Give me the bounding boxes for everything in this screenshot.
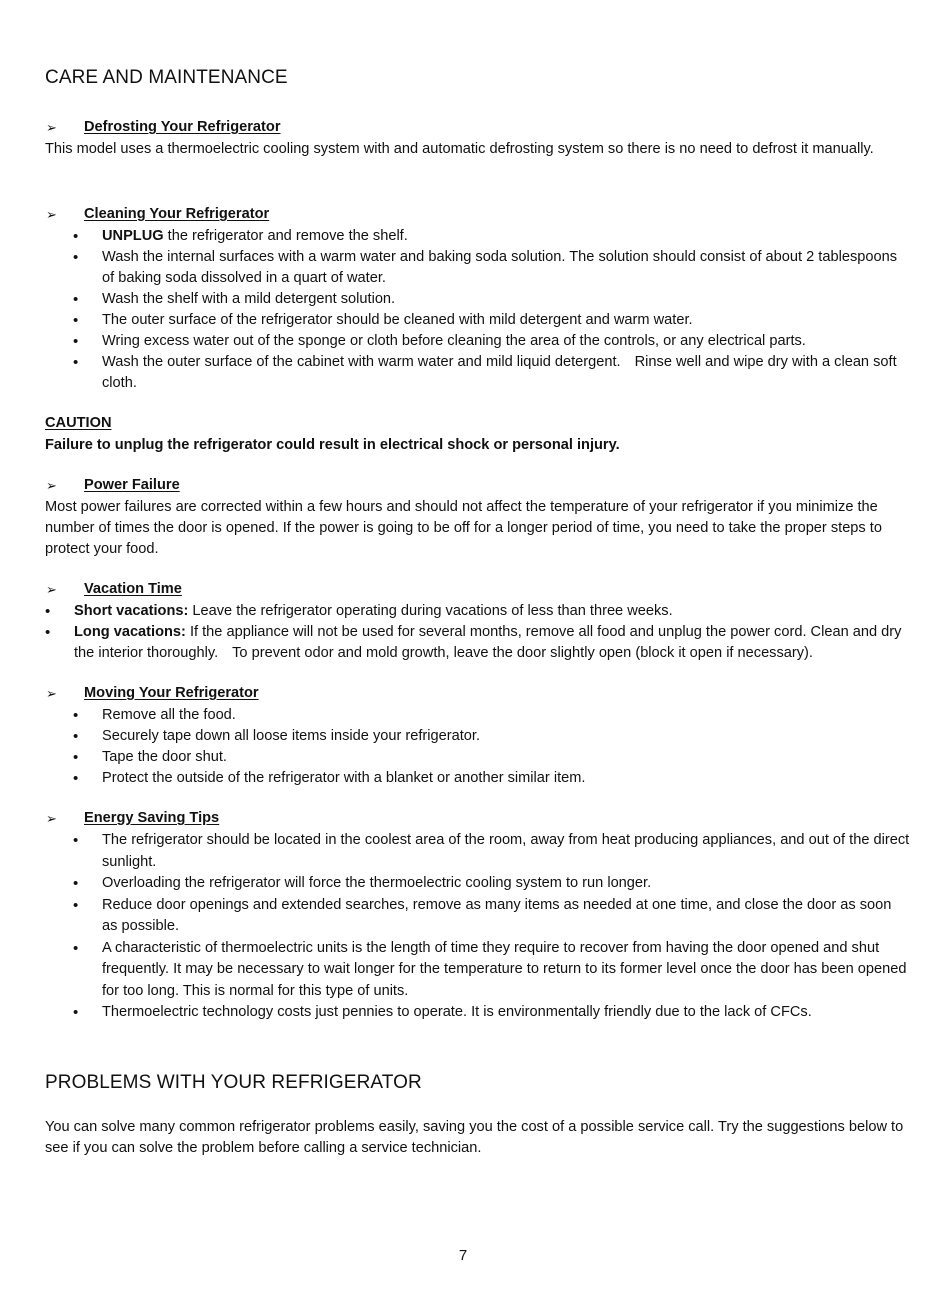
unplug-label: UNPLUG [102,228,164,244]
problems-text: You can solve many common refrigerator problems easily, saving you the cost of a possible service call. Try the suggestions below to see if you can solve the problem before calling a service technician. [45,1118,904,1156]
arrow-bullet-icon: ➢ [46,811,57,826]
defrosting-text: This model uses a thermoelectric cooling system with and automatic defrosting system so there is no need to defrost it manually. [45,141,874,157]
caution-title: CAUTION [45,415,112,431]
list-item: • Remove all the food. [45,705,910,726]
long-vacations-odor-text: To prevent odor and mold growth, leave the door slightly open (block it open if necessary). [232,645,813,661]
arrow-bullet-icon: ➢ [46,207,57,222]
list-item: • Tape the door shut. [45,747,910,768]
care-maintenance-heading: CARE AND MAINTENANCE [45,67,288,88]
power-failure-text: Most power failures are corrected within a few hours and should not affect the temperature of your refrigerator if you minimize the number of times the door is opened. If the power is going to be off for a longer period of time, you need to take the proper steps to protect your food. [45,499,882,557]
arrow-bullet-icon: ➢ [46,120,57,135]
cleaning-title: Cleaning Your Refrigerator [84,206,270,222]
energy-heading [45,808,910,829]
manual-page [45,66,910,1159]
list-item [45,622,910,664]
unplug-text: the refrigerator and remove the shelf. [163,228,408,244]
list-item: • Wash the shelf with a mild detergent solution. [45,289,910,310]
list-item [45,352,910,394]
power-failure-heading [45,475,910,496]
list-item: • The outer surface of the refrigerator should be cleaned with mild detergent and warm water. [45,310,910,331]
list-item: • Reduce door openings and extended searches, remove as many items as needed at one time, and close the door as soon as possible. [45,895,910,938]
cabinet-rinse-text: Rinse well and wipe dry with a clean soft cloth. [102,354,897,391]
list-item: • Securely tape down all loose items inside your refrigerator. [45,726,910,747]
arrow-bullet-icon: ➢ [46,478,57,493]
cleaning-heading [45,204,910,225]
energy-list [45,830,910,1024]
list-item: • Thermoelectric technology costs just pennies to operate. It is environmentally friendly due to the lack of CFCs. [45,1002,910,1024]
vacation-heading [45,579,910,600]
list-item [45,226,910,247]
page-number: 7 [458,1247,468,1264]
list-item: • A characteristic of thermoelectric units is the length of time they require to recover from having the door opened and shut frequently. It may be necessary to wait longer for the temperature to return to its former level once the door has been opened for too long. This is normal for this type of units. [45,938,910,1003]
list-item: • The refrigerator should be located in the coolest area of the room, away from heat producing appliances, and out of the direct sunlight. [45,830,910,873]
list-item: • Protect the outside of the refrigerator with a blanket or another similar item. [45,768,910,789]
list-item: • Wash the internal surfaces with a warm water and baking soda solution. The solution should consist of about 2 tablespoons of baking soda dissolved in a quart of water. [45,247,910,289]
energy-title: Energy Saving Tips [84,810,220,826]
short-vacations-label: Short vacations: [74,603,189,619]
arrow-bullet-icon: ➢ [46,582,57,597]
long-vacations-text: If the appliance will not be used for several months, remove all food and unplug the power cord. Clean and dry the interior thoroughly. [74,624,902,661]
list-item [45,601,910,622]
vacation-list [45,601,910,664]
cabinet-wash-text: Wash the outer surface of the cabinet with warm water and mild liquid detergent. [102,354,621,370]
long-vacations-label: Long vacations: [74,624,186,640]
cleaning-list [45,226,910,394]
moving-heading [45,683,910,704]
defrosting-title: Defrosting Your Refrigerator [84,119,281,135]
arrow-bullet-icon: ➢ [46,686,57,701]
problems-heading: PROBLEMS WITH YOUR REFRIGERATOR [45,1071,422,1093]
list-item: • Overloading the refrigerator will force the thermoelectric cooling system to run longer. [45,873,910,895]
short-vacations-text: Leave the refrigerator operating during vacations of less than three weeks. [188,603,673,619]
moving-title: Moving Your Refrigerator [84,685,259,701]
list-item: • Wring excess water out of the sponge or cloth before cleaning the area of the controls, or any electrical parts. [45,331,910,352]
caution-text: Failure to unplug the refrigerator could result in electrical shock or personal injury. [45,437,620,453]
power-failure-title: Power Failure [84,477,180,493]
moving-list [45,705,910,789]
vacation-title: Vacation Time [84,581,182,597]
defrosting-heading [45,117,910,138]
